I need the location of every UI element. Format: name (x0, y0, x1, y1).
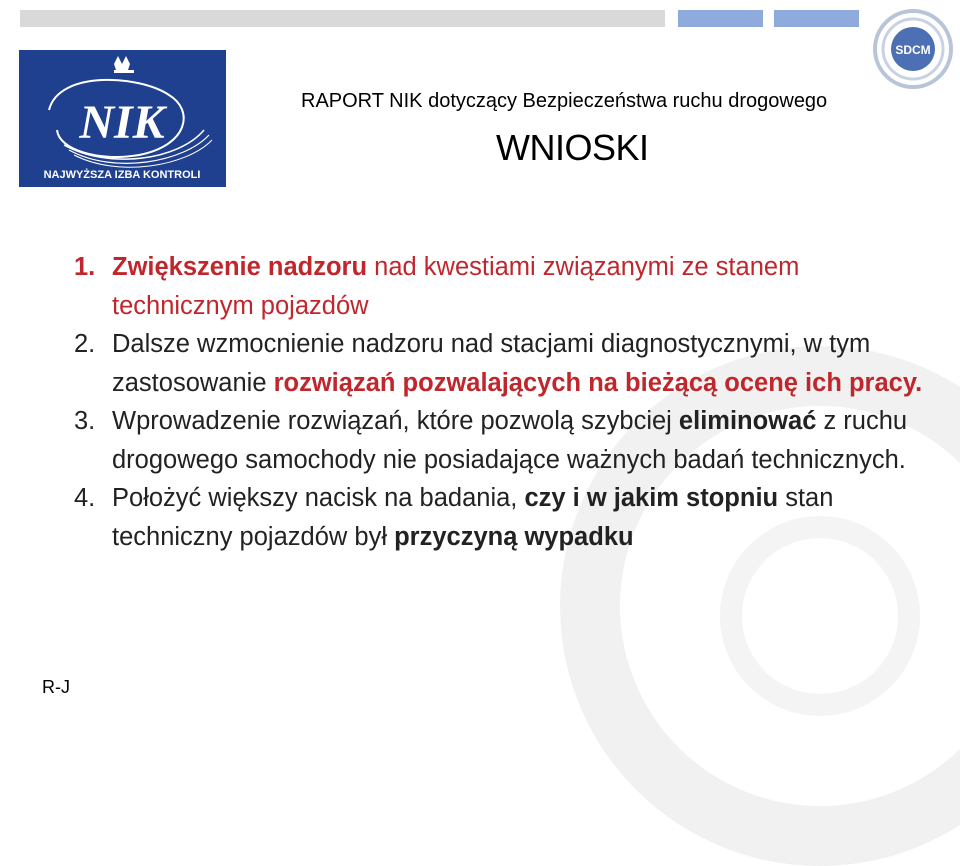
list-item-number: 3. (74, 407, 96, 435)
list-item-text-part: stan techniczny pojazdów był (112, 484, 834, 551)
list-item-text (112, 479, 934, 556)
page-heading: WNIOSKI (496, 127, 649, 168)
list-item-text-part: Położyć większy nacisk na badania, (112, 484, 525, 512)
list-item-text-part: nad kwestiami związanymi ze stanem technicznym pojazdów (112, 253, 800, 320)
list-item (74, 325, 934, 402)
list-item-text (112, 402, 934, 479)
author-initials: R-J (42, 677, 70, 697)
list-item (74, 402, 934, 479)
list-item-number: 2. (74, 330, 96, 358)
list-item-text-part: z ruchu drogowego samochody nie posiadające ważnych badań technicznych. (112, 407, 908, 474)
list-item-text (112, 325, 934, 402)
nik-logo-letters: NIK (79, 96, 165, 149)
list-item-text (112, 248, 934, 325)
top-decor-bar (678, 10, 763, 27)
sdcm-logo (872, 8, 954, 90)
list-item-emphasis: Zwiększenie nadzoru (112, 253, 368, 281)
nik-logo (19, 50, 226, 187)
sdcm-logo-text: SDCM (895, 43, 931, 57)
report-title: RAPORT NIK dotyczący Bezpieczeństwa ruchu drogowego (301, 90, 828, 112)
list-item-text-part: Dalsze wzmocnienie nadzoru nad stacjami diagnostycznymi, w tym zastosowanie (112, 330, 871, 397)
top-decor-bar (774, 10, 859, 27)
top-decor-bar (20, 10, 665, 27)
nik-logo-caption: NAJWYŻSZA IZBA KONTROLI (43, 169, 201, 181)
list-item (74, 248, 934, 325)
list-item-emphasis: eliminować (678, 407, 817, 435)
list-item-number: 1. (74, 253, 96, 281)
nik-emblem-icon (19, 50, 226, 187)
list-item-emphasis: przyczyną wypadku (394, 522, 634, 551)
conclusions-list (74, 248, 934, 556)
list-item-emphasis: rozwiązań pozwalających na bieżącą ocenę ich pracy. (273, 368, 923, 397)
list-item-number: 4. (74, 484, 96, 512)
list-item (74, 479, 934, 556)
list-item-emphasis: czy i w jakim stopniu (524, 484, 779, 512)
list-item-text-part: Wprowadzenie rozwiązań, które pozwolą szybciej (112, 407, 679, 435)
